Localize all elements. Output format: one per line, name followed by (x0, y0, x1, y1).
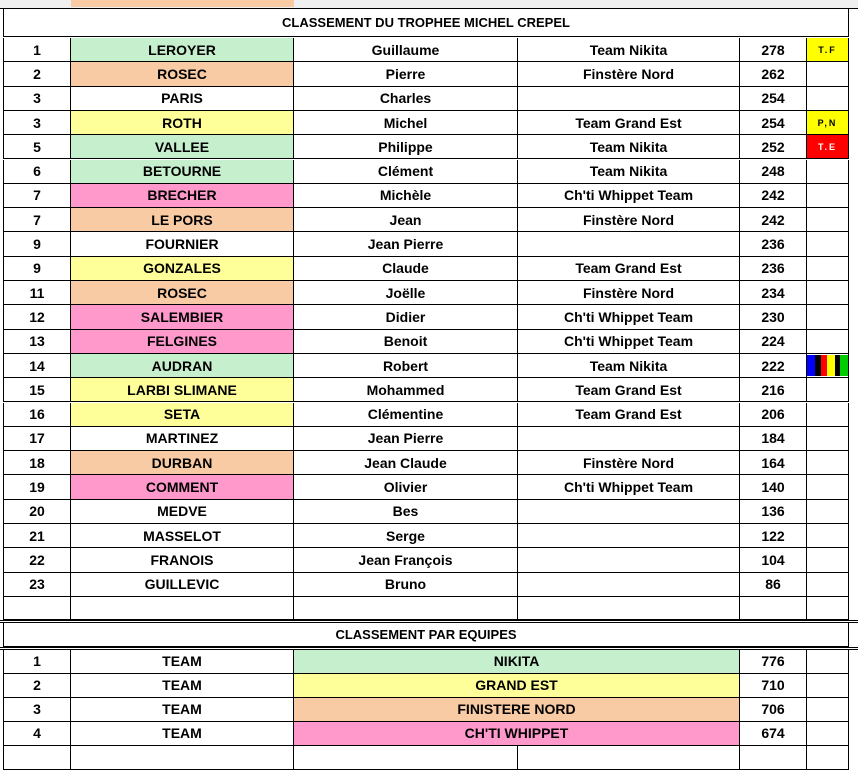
note-cell[interactable] (807, 281, 849, 305)
firstname-cell[interactable]: Jean Pierre (294, 232, 518, 256)
rank-cell[interactable]: 13 (3, 330, 71, 354)
ranking-row[interactable] (0, 427, 858, 451)
rank-cell[interactable]: 22 (3, 548, 71, 572)
surname-cell[interactable]: ROSEC (71, 62, 294, 86)
blank-row[interactable] (0, 746, 858, 770)
surname-cell[interactable]: ROSEC (71, 281, 294, 305)
rank-cell[interactable]: 5 (3, 135, 71, 159)
rank-cell[interactable]: 18 (3, 451, 71, 475)
jersey-stripes-icon (807, 354, 849, 378)
firstname-cell[interactable]: Jean Claude (294, 451, 518, 475)
ranking-row[interactable] (0, 573, 858, 597)
cell[interactable] (807, 746, 849, 770)
ranking-row[interactable] (0, 451, 858, 475)
note-cell[interactable] (807, 184, 849, 208)
cell[interactable] (71, 746, 294, 770)
previous-row-fill (71, 0, 294, 7)
points-cell[interactable]: 236 (740, 257, 807, 281)
firstname-cell[interactable]: Serge (294, 524, 518, 548)
team-title-row[interactable] (0, 623, 858, 647)
surname-cell[interactable]: MEDVE (71, 500, 294, 524)
note-cell[interactable] (807, 330, 849, 354)
team-ranking-row[interactable] (0, 722, 858, 746)
points-cell[interactable]: 236 (740, 232, 807, 256)
team-ranking-title: CLASSEMENT PAR EQUIPES (3, 623, 849, 647)
jersey-stripe (840, 355, 848, 376)
firstname-cell[interactable]: Didier (294, 305, 518, 329)
rank-cell[interactable]: 9 (3, 257, 71, 281)
rank-cell[interactable]: 21 (3, 524, 71, 548)
rank-cell[interactable]: 16 (3, 403, 71, 427)
firstname-cell[interactable]: Olivier (294, 475, 518, 499)
cell[interactable] (294, 597, 518, 620)
rank-cell[interactable]: 1 (3, 650, 71, 674)
rank-cell[interactable]: 2 (3, 62, 71, 86)
team-cell[interactable] (518, 500, 740, 524)
ranking-row[interactable] (0, 281, 858, 305)
jersey-badge: T.F (818, 44, 837, 55)
team-label-cell[interactable]: TEAM (71, 722, 294, 746)
rank-cell[interactable]: 7 (3, 184, 71, 208)
points-cell[interactable]: 252 (740, 135, 807, 159)
team-cell[interactable] (518, 573, 740, 597)
ranking-row[interactable] (0, 160, 858, 184)
firstname-cell[interactable]: Robert (294, 354, 518, 378)
note-cell[interactable] (807, 38, 849, 62)
team-name-cell[interactable]: GRAND EST (294, 674, 740, 698)
ranking-row[interactable] (0, 305, 858, 329)
firstname-cell[interactable]: Michel (294, 111, 518, 135)
team-cell[interactable]: Team Grand Est (518, 403, 740, 427)
team-cell[interactable]: Team Nikita (518, 38, 740, 62)
jersey-badge: P,N (817, 117, 838, 128)
surname-cell[interactable]: SALEMBIER (71, 305, 294, 329)
team-cell[interactable] (518, 548, 740, 572)
points-cell[interactable]: 184 (740, 427, 807, 451)
ranking-row[interactable] (0, 403, 858, 427)
team-cell[interactable]: Team Grand Est (518, 111, 740, 135)
team-points-cell[interactable]: 674 (740, 722, 807, 746)
note-cell[interactable] (807, 524, 849, 548)
team-points-cell[interactable]: 776 (740, 650, 807, 674)
ranking-row[interactable] (0, 354, 858, 378)
points-cell[interactable]: 254 (740, 111, 807, 135)
points-cell[interactable]: 104 (740, 548, 807, 572)
rank-cell[interactable]: 9 (3, 232, 71, 256)
points-cell[interactable]: 234 (740, 281, 807, 305)
ranking-row[interactable] (0, 38, 858, 62)
blank-row[interactable] (0, 597, 858, 620)
points-cell[interactable]: 86 (740, 573, 807, 597)
surname-cell[interactable]: MASSELOT (71, 524, 294, 548)
surname-cell[interactable]: BRECHER (71, 184, 294, 208)
ranking-row[interactable] (0, 62, 858, 86)
surname-cell[interactable]: FELGINES (71, 330, 294, 354)
ranking-row[interactable] (0, 548, 858, 572)
team-cell[interactable]: Finstère Nord (518, 451, 740, 475)
surname-cell[interactable]: GUILLEVIC (71, 573, 294, 597)
firstname-cell[interactable]: Michèle (294, 184, 518, 208)
jersey-badge: T.E (817, 141, 837, 152)
firstname-cell[interactable]: Jean François (294, 548, 518, 572)
points-cell[interactable]: 122 (740, 524, 807, 548)
rank-cell[interactable]: 17 (3, 427, 71, 451)
ranking-row[interactable] (0, 135, 858, 159)
ranking-row[interactable] (0, 232, 858, 256)
surname-cell[interactable]: COMMENT (71, 475, 294, 499)
firstname-cell[interactable]: Charles (294, 87, 518, 111)
surname-cell[interactable]: MARTINEZ (71, 427, 294, 451)
note-cell[interactable] (807, 257, 849, 281)
team-points-cell[interactable]: 706 (740, 698, 807, 722)
surname-cell[interactable]: SETA (71, 403, 294, 427)
firstname-cell[interactable]: Guillaume (294, 38, 518, 62)
team-ranking-row[interactable] (0, 650, 858, 674)
note-cell[interactable] (807, 650, 849, 674)
team-cell[interactable]: Team Nikita (518, 160, 740, 184)
ranking-row[interactable] (0, 524, 858, 548)
individual-ranking-title: CLASSEMENT DU TROPHEE MICHEL CREPEL (3, 8, 849, 37)
firstname-cell[interactable]: Philippe (294, 135, 518, 159)
jersey-stripe (827, 355, 835, 376)
ranking-row[interactable] (0, 257, 858, 281)
note-cell[interactable] (807, 305, 849, 329)
points-cell[interactable]: 224 (740, 330, 807, 354)
rank-cell[interactable]: 14 (3, 354, 71, 378)
points-cell[interactable]: 278 (740, 38, 807, 62)
cell[interactable] (294, 746, 518, 770)
rank-cell[interactable]: 4 (3, 722, 71, 746)
team-label-cell[interactable]: TEAM (71, 650, 294, 674)
cell[interactable] (740, 597, 807, 620)
firstname-cell[interactable]: Pierre (294, 62, 518, 86)
ranking-row[interactable] (0, 184, 858, 208)
team-cell[interactable]: Ch'ti Whippet Team (518, 330, 740, 354)
note-cell[interactable] (807, 698, 849, 722)
note-cell[interactable] (807, 451, 849, 475)
rank-cell[interactable]: 23 (3, 573, 71, 597)
points-cell[interactable]: 254 (740, 87, 807, 111)
firstname-cell[interactable]: Claude (294, 257, 518, 281)
points-cell[interactable]: 140 (740, 475, 807, 499)
rank-cell[interactable]: 6 (3, 160, 71, 184)
individual-title-row[interactable] (0, 8, 858, 37)
team-cell[interactable] (518, 427, 740, 451)
note-cell[interactable] (807, 573, 849, 597)
rank-cell[interactable]: 7 (3, 208, 71, 232)
note-cell[interactable] (807, 87, 849, 111)
cell[interactable] (807, 597, 849, 620)
surname-cell[interactable]: LEROYER (71, 38, 294, 62)
ranking-row[interactable] (0, 330, 858, 354)
note-cell[interactable] (807, 208, 849, 232)
team-cell[interactable]: Team Grand Est (518, 378, 740, 402)
note-cell[interactable] (807, 62, 849, 86)
team-cell[interactable] (518, 232, 740, 256)
surname-cell[interactable]: AUDRAN (71, 354, 294, 378)
team-cell[interactable]: Team Grand Est (518, 257, 740, 281)
firstname-cell[interactable]: Jean (294, 208, 518, 232)
note-cell[interactable] (807, 135, 849, 159)
points-cell[interactable]: 222 (740, 354, 807, 378)
cell[interactable] (71, 597, 294, 620)
surname-cell[interactable]: GONZALES (71, 257, 294, 281)
team-ranking-row[interactable] (0, 698, 858, 722)
ranking-row[interactable] (0, 378, 858, 402)
points-cell[interactable]: 242 (740, 184, 807, 208)
surname-cell[interactable]: FOURNIER (71, 232, 294, 256)
rank-cell[interactable]: 3 (3, 87, 71, 111)
team-cell[interactable]: Ch'ti Whippet Team (518, 475, 740, 499)
surname-cell[interactable]: VALLEE (71, 135, 294, 159)
note-cell[interactable] (807, 674, 849, 698)
points-cell[interactable]: 216 (740, 378, 807, 402)
team-cell[interactable]: Team Nikita (518, 354, 740, 378)
firstname-cell[interactable]: Benoit (294, 330, 518, 354)
team-label-cell[interactable]: TEAM (71, 698, 294, 722)
firstname-cell[interactable]: Clément (294, 160, 518, 184)
surname-cell[interactable]: BETOURNE (71, 160, 294, 184)
ranking-row[interactable] (0, 208, 858, 232)
team-cell[interactable]: Ch'ti Whippet Team (518, 305, 740, 329)
ranking-row[interactable] (0, 111, 858, 135)
note-cell[interactable] (807, 160, 849, 184)
rank-cell[interactable]: 20 (3, 500, 71, 524)
rank-cell[interactable]: 12 (3, 305, 71, 329)
ranking-row[interactable] (0, 87, 858, 111)
team-label-cell[interactable]: TEAM (71, 674, 294, 698)
cell[interactable] (518, 746, 740, 770)
firstname-cell[interactable]: Bes (294, 500, 518, 524)
note-cell[interactable] (807, 232, 849, 256)
points-cell[interactable]: 230 (740, 305, 807, 329)
note-cell[interactable] (807, 378, 849, 402)
note-cell[interactable] (807, 475, 849, 499)
ranking-row[interactable] (0, 500, 858, 524)
team-name-cell[interactable]: NIKITA (294, 650, 740, 674)
rank-cell[interactable]: 15 (3, 378, 71, 402)
team-cell[interactable]: Ch'ti Whippet Team (518, 184, 740, 208)
team-cell[interactable]: Finstère Nord (518, 62, 740, 86)
rank-cell[interactable]: 11 (3, 281, 71, 305)
points-cell[interactable]: 164 (740, 451, 807, 475)
surname-cell[interactable]: LARBI SLIMANE (71, 378, 294, 402)
note-cell[interactable] (807, 722, 849, 746)
points-cell[interactable]: 248 (740, 160, 807, 184)
rank-cell[interactable]: 1 (3, 38, 71, 62)
rank-cell[interactable]: 3 (3, 111, 71, 135)
team-points-cell[interactable]: 710 (740, 674, 807, 698)
cell[interactable] (3, 746, 71, 770)
note-cell[interactable] (807, 403, 849, 427)
team-cell[interactable]: Team Nikita (518, 135, 740, 159)
team-name-cell[interactable]: CH'TI WHIPPET (294, 722, 740, 746)
team-cell[interactable] (518, 87, 740, 111)
cell[interactable] (740, 746, 807, 770)
firstname-cell[interactable]: Mohammed (294, 378, 518, 402)
rank-cell[interactable]: 3 (3, 698, 71, 722)
surname-cell[interactable]: FRANOIS (71, 548, 294, 572)
jersey-stripe (807, 355, 815, 376)
surname-cell[interactable]: LE PORS (71, 208, 294, 232)
rank-cell[interactable]: 19 (3, 475, 71, 499)
team-cell[interactable]: Finstère Nord (518, 208, 740, 232)
team-name-cell[interactable]: FINISTERE NORD (294, 698, 740, 722)
note-cell[interactable] (807, 500, 849, 524)
rank-cell[interactable]: 2 (3, 674, 71, 698)
note-cell[interactable] (807, 427, 849, 451)
surname-cell[interactable]: PARIS (71, 87, 294, 111)
firstname-cell[interactable]: Joëlle (294, 281, 518, 305)
team-ranking-row[interactable] (0, 674, 858, 698)
points-cell[interactable]: 262 (740, 62, 807, 86)
firstname-cell[interactable]: Bruno (294, 573, 518, 597)
points-cell[interactable]: 206 (740, 403, 807, 427)
firstname-cell[interactable]: Clémentine (294, 403, 518, 427)
team-cell[interactable] (518, 524, 740, 548)
cell[interactable] (3, 597, 71, 620)
ranking-row[interactable] (0, 475, 858, 499)
cell[interactable] (518, 597, 740, 620)
points-cell[interactable]: 136 (740, 500, 807, 524)
surname-cell[interactable]: ROTH (71, 111, 294, 135)
note-cell[interactable] (807, 548, 849, 572)
note-cell[interactable] (807, 111, 849, 135)
points-cell[interactable]: 242 (740, 208, 807, 232)
firstname-cell[interactable]: Jean Pierre (294, 427, 518, 451)
surname-cell[interactable]: DURBAN (71, 451, 294, 475)
team-cell[interactable]: Finstère Nord (518, 281, 740, 305)
